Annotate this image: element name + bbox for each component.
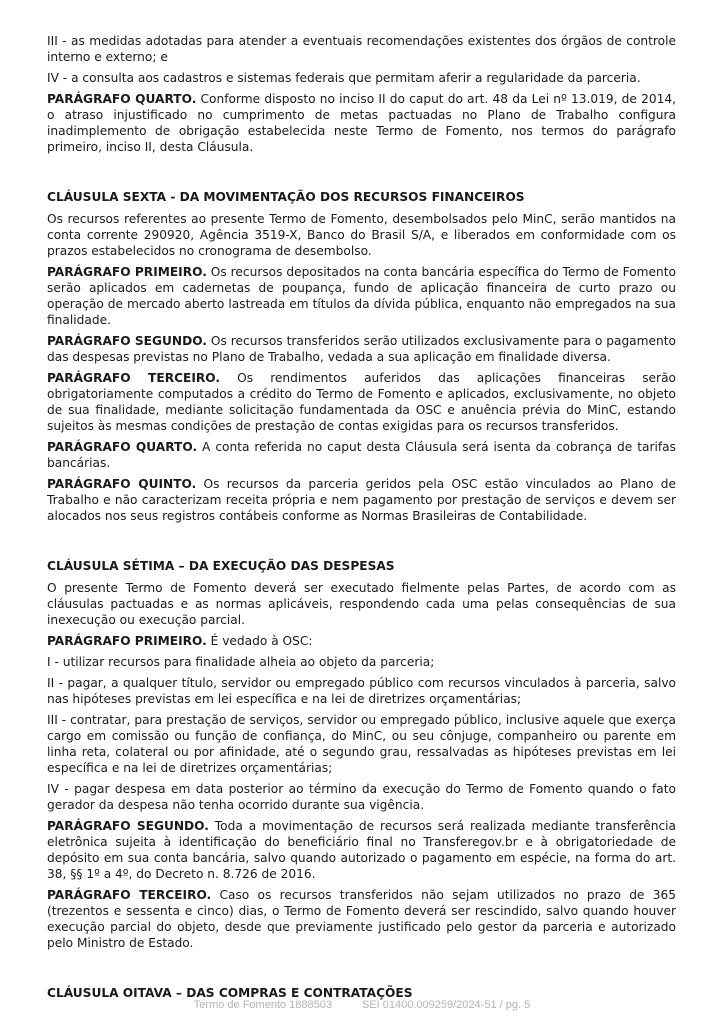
setima-paragrafo-segundo (47, 818, 676, 882)
setima-item-i: I - utilizar recursos para finalidade alheia ao objeto da parceria; (47, 655, 435, 669)
document-body (47, 33, 676, 1007)
paragraph-text: Os rendimentos auferidos das aplicações financeiras serão obrigatoriamente computados a crédito do Termo de Fomento e aplicados, exclusivamente, no objeto de sua finalidade, mediante solicitação fundamentada da OSC e anuência prévia do MinC, estando sujeitos às mesmas condições de prestação de contas exigidas para os recursos transferidos. (47, 371, 676, 433)
sexta-paragrafo-quinto (47, 476, 676, 524)
paragraph-label: PARÁGRAFO QUARTO. (47, 92, 197, 106)
clausula-sexta-intro: Os recursos referentes ao presente Termo de Fomento, desembolsados pelo MinC, serão mantidos na conta corrente 290920, Agência 3519-X, Banco do Brasil S/A, e liberados em conformidade com os prazos estabelecidos no cronograma de desembolso. (47, 212, 676, 258)
paragraph-text: Os recursos da parceria geridos pela OSC estão vinculados ao Plano de Trabalho e não caracterizam receita própria e nem pagamento por prestação de serviços e devem ser alocados nos seus registros contábeis conforme as Normas Brasileiras de Contabilidade. (47, 477, 676, 523)
paragraph-text: Os recursos transferidos serão utilizados exclusivamente para o pagamento das despesas previstas no Plano de Trabalho, vedada a sua aplicação em finalidade diversa. (47, 334, 676, 364)
setima-item-iv: IV - pagar despesa em data posterior ao término da execução do Termo de Fomento quando o fato gerador da despesa não tenha ocorrido durante sua vigência. (47, 782, 676, 812)
paragraph-label: PARÁGRAFO QUARTO. (47, 440, 198, 454)
paragrafo-quarto-clausula-quinta (47, 91, 676, 155)
paragraph-label: PARÁGRAFO QUINTO. (47, 477, 197, 491)
paragraph-text: Toda a movimentação de recursos será realizada mediante transferência eletrônica sujeita à identificação do beneficiário final no Transferegov.br e à obrigatoriedade de depósito em sua conta bancária, salvo quando autorizado o pagamento em espécie, na forma do art. 38, §§ 1º a 4º, do Decreto n. 8.726 de 2016. (47, 819, 676, 881)
paragraph-label: PARÁGRAFO PRIMEIRO. (47, 265, 207, 279)
paragraph-text: É vedado à OSC: (206, 634, 313, 648)
setima-paragrafo-terceiro (47, 887, 676, 951)
setima-paragrafo-primeiro (47, 633, 676, 649)
footer-sei-reference: SEI 01400.009259/2024-51 / pg. 5 (362, 999, 531, 1011)
item-iv: IV - a consulta aos cadastros e sistemas federais que permitam aferir a regularidade da parceria. (47, 71, 641, 85)
item-iii: III - as medidas adotadas para atender a eventuais recomendações existentes dos órgãos de controle interno e externo; e (47, 34, 676, 64)
sexta-paragrafo-terceiro (47, 370, 676, 434)
paragraph-label: PARÁGRAFO TERCEIRO. (47, 371, 220, 385)
clausula-sexta-heading: CLÁUSULA SEXTA - DA MOVIMENTAÇÃO DOS RECURSOS FINANCEIROS (47, 190, 525, 204)
paragraph-label: PARÁGRAFO TERCEIRO. (47, 888, 212, 902)
paragraph-label: PARÁGRAFO PRIMEIRO. (47, 634, 207, 648)
paragraph-text: A conta referida no caput desta Cláusula será isenta da cobrança de tarifas bancárias. (47, 440, 676, 470)
paragraph-label: PARÁGRAFO SEGUNDO. (47, 819, 209, 833)
sexta-paragrafo-quarto (47, 439, 676, 471)
setima-item-ii: II - pagar, a qualquer título, servidor ou empregado público com recursos vinculados à parceria, salvo nas hipóteses previstas em lei específica e na lei de diretrizes orçamentárias; (47, 676, 676, 706)
paragraph-label: PARÁGRAFO SEGUNDO. (47, 334, 207, 348)
footer-document-id: Termo de Fomento 1888503 (193, 999, 332, 1011)
clausula-setima-intro: O presente Termo de Fomento deverá ser executado fielmente pelas Partes, de acordo com as cláusulas pactuadas e as normas aplicáveis, respondendo cada uma pelas consequências de sua inexecução ou execução parcial. (47, 581, 676, 627)
sexta-paragrafo-segundo (47, 333, 676, 365)
clausula-setima-heading: CLÁUSULA SÉTIMA – DA EXECUÇÃO DAS DESPESAS (47, 559, 395, 573)
paragraph-text: Caso os recursos transferidos não sejam utilizados no prazo de 365 (trezentos e sessenta e cinco) dias, o Termo de Fomento deverá ser rescindido, salvo quando houver execução parcial do objeto, desde que previamente justificado pelo gestor da parceria e autorizado pelo Ministro de Estado. (47, 888, 676, 950)
clausula-oitava-heading: CLÁUSULA OITAVA – DAS COMPRAS E CONTRATAÇÕES (47, 986, 413, 1000)
paragraph-text: Os recursos depositados na conta bancária específica do Termo de Fomento serão aplicados em cadernetas de poupança, fundo de aplicação financeira de curto prazo ou operação de mercado aberto lastreada em títulos da dívida pública, enquanto não empregados na sua finalidade. (47, 265, 676, 327)
page-footer (0, 999, 724, 1011)
paragraph-text: Conforme disposto no inciso II do caput do art. 48 da Lei nº 13.019, de 2014, o atraso injustificado no cumprimento de metas pactuadas no Plano de Trabalho configura inadimplemento de obrigação estabelecida neste Termo de Fomento, nos termos do parágrafo primeiro, inciso II, desta Cláusula. (47, 92, 676, 154)
sexta-paragrafo-primeiro (47, 264, 676, 328)
setima-item-iii: III - contratar, para prestação de serviços, servidor ou empregado público, inclusive aquele que exerça cargo em comissão ou função de confiança, do MinC, ou seu cônjuge, companheiro ou parente em linha reta, colateral ou por afinidade, até o segundo grau, ressalvadas as hipóteses previstas em lei específica e na lei de diretrizes orçamentárias; (47, 713, 676, 775)
